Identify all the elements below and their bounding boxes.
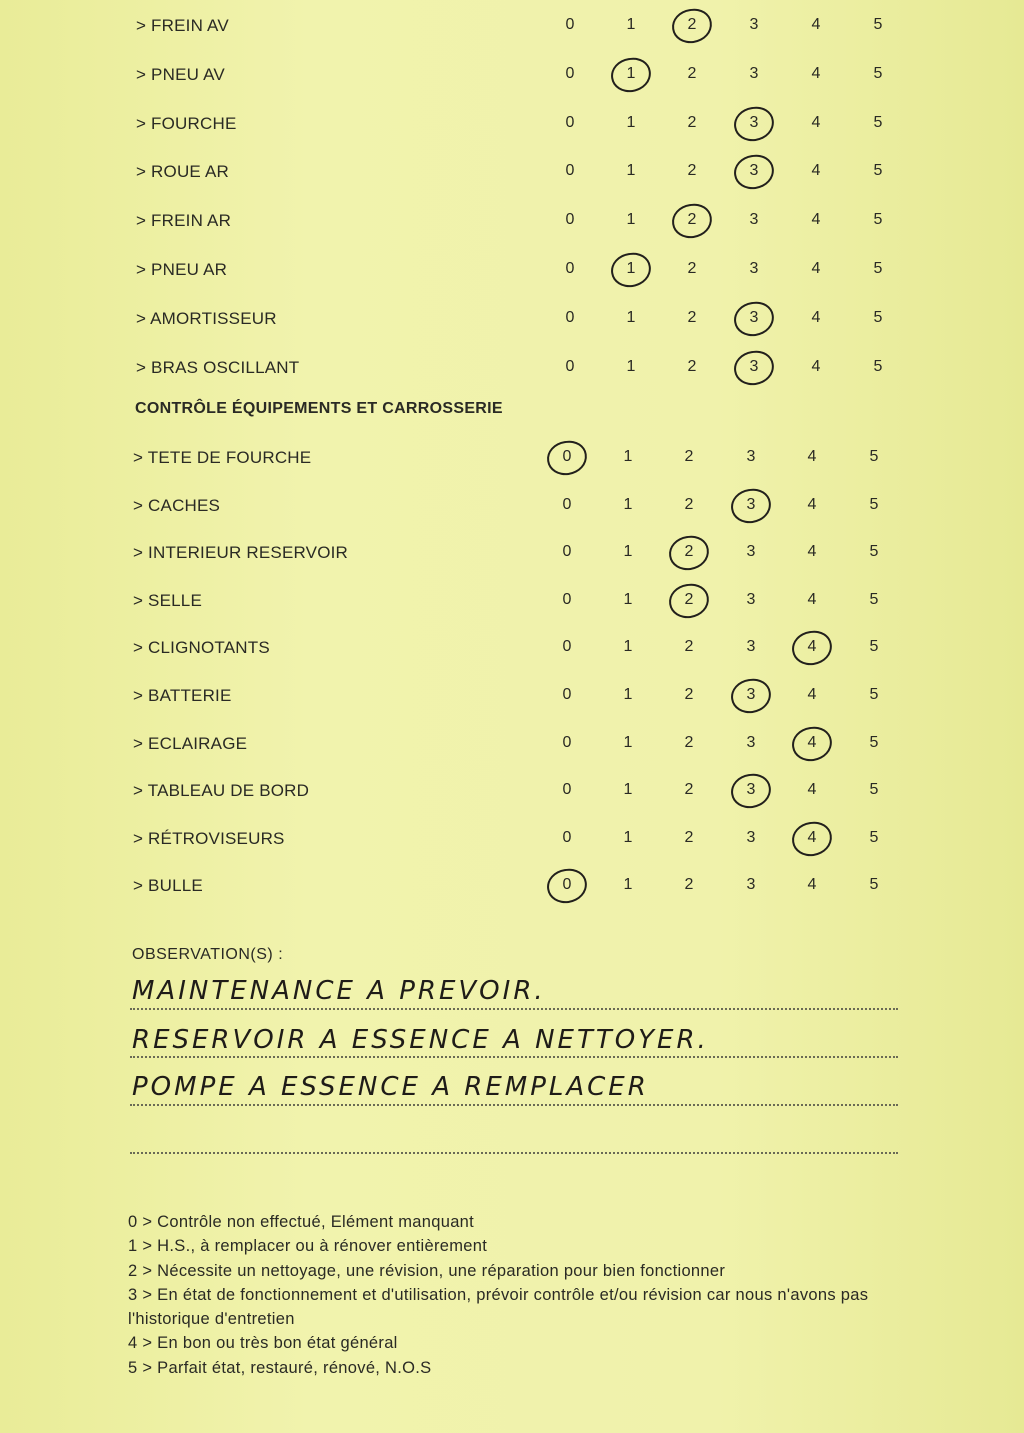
score-option[interactable]: 5 — [869, 543, 879, 561]
score-option[interactable]: 2 — [687, 260, 697, 277]
rating-row — [0, 585, 1024, 615]
score-option[interactable]: 1 — [623, 495, 633, 513]
rating-row — [0, 537, 1024, 567]
score-option[interactable]: 2 — [687, 211, 697, 229]
score-option[interactable]: 4 — [807, 543, 817, 561]
score-option[interactable]: 3 — [749, 211, 759, 229]
score-option[interactable]: 5 — [873, 357, 883, 375]
score-option[interactable]: 5 — [869, 733, 879, 751]
score-option[interactable]: 3 — [749, 113, 759, 131]
score-option[interactable]: 3 — [746, 448, 756, 465]
score-option[interactable]: 5 — [873, 162, 883, 180]
score-option[interactable]: 2 — [687, 162, 697, 180]
row-label: > SELLE — [133, 590, 202, 610]
row-label: > FREIN AR — [136, 211, 232, 231]
score-option[interactable]: 2 — [687, 64, 697, 82]
score-option[interactable]: 1 — [623, 733, 633, 751]
row-label: > FREIN AV — [136, 16, 229, 35]
score-option[interactable]: 3 — [749, 357, 759, 375]
rating-legend — [128, 1210, 908, 1380]
score-option[interactable]: 4 — [811, 211, 821, 229]
rating-row — [0, 254, 1024, 284]
row-label: > TETE DE FOURCHE — [133, 448, 312, 467]
row-label: > FOURCHE — [136, 113, 237, 133]
score-option[interactable]: 2 — [684, 781, 694, 799]
rating-row — [0, 775, 1024, 805]
score-option[interactable]: 1 — [626, 357, 636, 375]
score-option[interactable]: 0 — [562, 448, 572, 465]
score-option[interactable]: 1 — [626, 16, 636, 33]
score-option[interactable]: 5 — [869, 876, 879, 894]
score-option[interactable]: 3 — [746, 781, 756, 799]
score-option[interactable]: 5 — [869, 590, 879, 608]
score-option[interactable]: 5 — [869, 638, 879, 656]
score-option[interactable]: 5 — [869, 448, 879, 465]
rating-row — [0, 490, 1024, 520]
dotted-line — [130, 1008, 898, 1010]
score-option[interactable]: 4 — [807, 828, 817, 846]
score-option[interactable]: 2 — [684, 828, 694, 846]
score-option[interactable]: 1 — [623, 781, 633, 799]
rating-row — [0, 823, 1024, 853]
score-option[interactable]: 5 — [869, 495, 879, 513]
dotted-line — [130, 1104, 898, 1106]
score-option[interactable]: 5 — [873, 16, 883, 33]
score-option[interactable]: 1 — [626, 211, 636, 229]
score-option[interactable]: 2 — [684, 733, 694, 751]
row-label: > BRAS OSCILLANT — [136, 357, 300, 377]
score-option[interactable]: 1 — [623, 876, 633, 894]
score-option[interactable]: 5 — [873, 211, 883, 229]
row-label: > TABLEAU DE BORD — [133, 781, 310, 801]
score-option[interactable]: 4 — [807, 781, 817, 799]
score-option[interactable]: 1 — [623, 590, 633, 608]
score-option[interactable]: 3 — [746, 828, 756, 846]
dotted-line — [130, 1056, 898, 1058]
score-option[interactable]: 0 — [565, 16, 575, 33]
rating-row — [0, 108, 1024, 138]
score-option[interactable]: 1 — [623, 686, 633, 703]
row-label: > AMORTISSEUR — [136, 308, 277, 328]
score-option[interactable]: 4 — [807, 638, 817, 656]
score-option[interactable]: 4 — [811, 162, 821, 180]
score-option[interactable]: 0 — [565, 64, 575, 82]
rating-row — [0, 205, 1024, 235]
score-option[interactable]: 3 — [749, 64, 759, 82]
row-label: > ECLAIRAGE — [133, 733, 248, 753]
score-option[interactable]: 4 — [811, 113, 821, 131]
score-option[interactable]: 4 — [807, 876, 817, 894]
score-option[interactable]: 3 — [746, 638, 756, 656]
score-option[interactable]: 1 — [626, 162, 636, 180]
score-option[interactable]: 0 — [565, 162, 575, 180]
score-option[interactable]: 1 — [623, 543, 633, 561]
observation-line-1: MAINTENANCE A PREVOIR. — [132, 976, 546, 1006]
dotted-line — [130, 1152, 898, 1154]
row-label: > CACHES — [133, 495, 221, 515]
rating-row — [0, 632, 1024, 662]
score-option[interactable]: 3 — [749, 162, 759, 180]
legend-item: 2 > Nécessite un nettoyage, une révision, une réparation pour bien fonctionner — [128, 1261, 726, 1280]
score-option[interactable]: 2 — [684, 638, 694, 656]
score-option[interactable]: 5 — [869, 781, 879, 799]
legend-item: 0 > Contrôle non effectué, Elément manquant — [128, 1213, 475, 1231]
score-option[interactable]: 3 — [746, 590, 756, 608]
row-label: > INTERIEUR RESERVOIR — [133, 543, 349, 563]
score-option[interactable]: 3 — [746, 543, 756, 561]
score-option[interactable]: 0 — [562, 781, 572, 799]
rating-row — [0, 10, 1024, 40]
score-option[interactable]: 3 — [746, 495, 756, 513]
score-option[interactable]: 4 — [807, 590, 817, 608]
score-option[interactable]: 4 — [811, 308, 821, 326]
score-option[interactable]: 0 — [562, 543, 572, 561]
score-option[interactable]: 1 — [626, 113, 636, 131]
score-option[interactable]: 5 — [873, 64, 883, 82]
score-option[interactable]: 0 — [562, 590, 572, 608]
score-option[interactable]: 2 — [684, 876, 694, 894]
score-option[interactable]: 4 — [807, 686, 817, 703]
score-option[interactable]: 0 — [565, 308, 575, 326]
score-option[interactable]: 4 — [811, 64, 821, 82]
score-option[interactable]: 0 — [562, 638, 572, 656]
score-option[interactable]: 4 — [807, 495, 817, 513]
score-option[interactable]: 3 — [749, 16, 759, 33]
row-label: > RÉTROVISEURS — [133, 828, 285, 848]
score-option[interactable]: 2 — [687, 16, 697, 33]
score-option[interactable]: 4 — [807, 733, 817, 751]
score-option[interactable]: 1 — [626, 308, 636, 326]
score-option[interactable]: 3 — [749, 308, 759, 326]
rating-row — [0, 156, 1024, 186]
score-option[interactable]: 0 — [562, 495, 572, 513]
score-option[interactable]: 2 — [684, 495, 694, 513]
score-option[interactable]: 2 — [684, 686, 694, 703]
score-option[interactable]: 2 — [687, 113, 697, 131]
observation-line-2: RESERVOIR A ESSENCE A NETTOYER. — [132, 1025, 709, 1055]
row-label: > CLIGNOTANTS — [133, 638, 270, 658]
score-option[interactable]: 5 — [873, 113, 883, 131]
score-option[interactable]: 4 — [807, 448, 817, 465]
rating-row — [0, 442, 1024, 472]
score-option[interactable]: 4 — [811, 260, 821, 277]
score-option[interactable]: 4 — [811, 357, 821, 375]
score-option[interactable]: 0 — [562, 733, 572, 751]
score-option[interactable]: 0 — [565, 113, 575, 131]
score-option[interactable]: 2 — [687, 357, 697, 375]
row-label: > PNEU AR — [136, 260, 228, 279]
score-option[interactable]: 5 — [869, 828, 879, 846]
score-option[interactable]: 5 — [873, 308, 883, 326]
observation-line-3: POMPE A ESSENCE A REMPLACER — [132, 1072, 649, 1102]
section-title: CONTRÔLE ÉQUIPEMENTS ET CARROSSERIE — [135, 400, 503, 417]
legend-item: 5 > Parfait état, restauré, rénové, N.O.S — [128, 1358, 432, 1377]
score-option[interactable]: 0 — [565, 211, 575, 229]
score-option[interactable]: 0 — [562, 686, 572, 703]
score-option[interactable]: 0 — [562, 876, 572, 894]
rating-row — [0, 728, 1024, 758]
rating-row — [0, 870, 1024, 900]
score-option[interactable]: 5 — [869, 686, 879, 703]
score-option[interactable]: 2 — [684, 543, 694, 561]
score-option[interactable]: 0 — [565, 357, 575, 375]
row-label: > BATTERIE — [133, 686, 232, 705]
legend-item: 4 > En bon ou très bon état général — [128, 1334, 398, 1353]
rating-row — [0, 59, 1024, 89]
score-option[interactable]: 2 — [687, 308, 697, 326]
score-option[interactable]: 1 — [626, 260, 636, 277]
score-option[interactable]: 2 — [684, 448, 694, 465]
score-option[interactable]: 0 — [565, 260, 575, 277]
row-label: > BULLE — [133, 876, 203, 896]
rating-row — [0, 303, 1024, 333]
score-option[interactable]: 4 — [811, 16, 821, 33]
score-option[interactable]: 1 — [623, 638, 633, 656]
rating-row — [0, 352, 1024, 382]
rating-row — [0, 680, 1024, 710]
legend-item: 3 > En état de fonctionnement et d'utilisation, prévoir contrôle et/ou révision car nous n'avons pas l'historique d'entretien — [128, 1285, 869, 1329]
observations-label: OBSERVATION(S) : — [132, 946, 284, 963]
score-option[interactable]: 1 — [626, 64, 636, 82]
row-label: > PNEU AV — [136, 64, 225, 84]
score-option[interactable]: 3 — [746, 876, 756, 894]
score-option[interactable]: 0 — [562, 828, 572, 846]
score-option[interactable]: 2 — [684, 590, 694, 608]
score-option[interactable]: 1 — [623, 448, 633, 465]
score-option[interactable]: 3 — [746, 733, 756, 751]
score-option[interactable]: 3 — [749, 260, 759, 277]
row-label: > ROUE AR — [136, 162, 229, 182]
legend-item: 1 > H.S., à remplacer ou à rénover entièrement — [128, 1237, 488, 1256]
score-option[interactable]: 5 — [873, 260, 883, 277]
score-option[interactable]: 3 — [746, 686, 756, 703]
score-option[interactable]: 1 — [623, 828, 633, 846]
